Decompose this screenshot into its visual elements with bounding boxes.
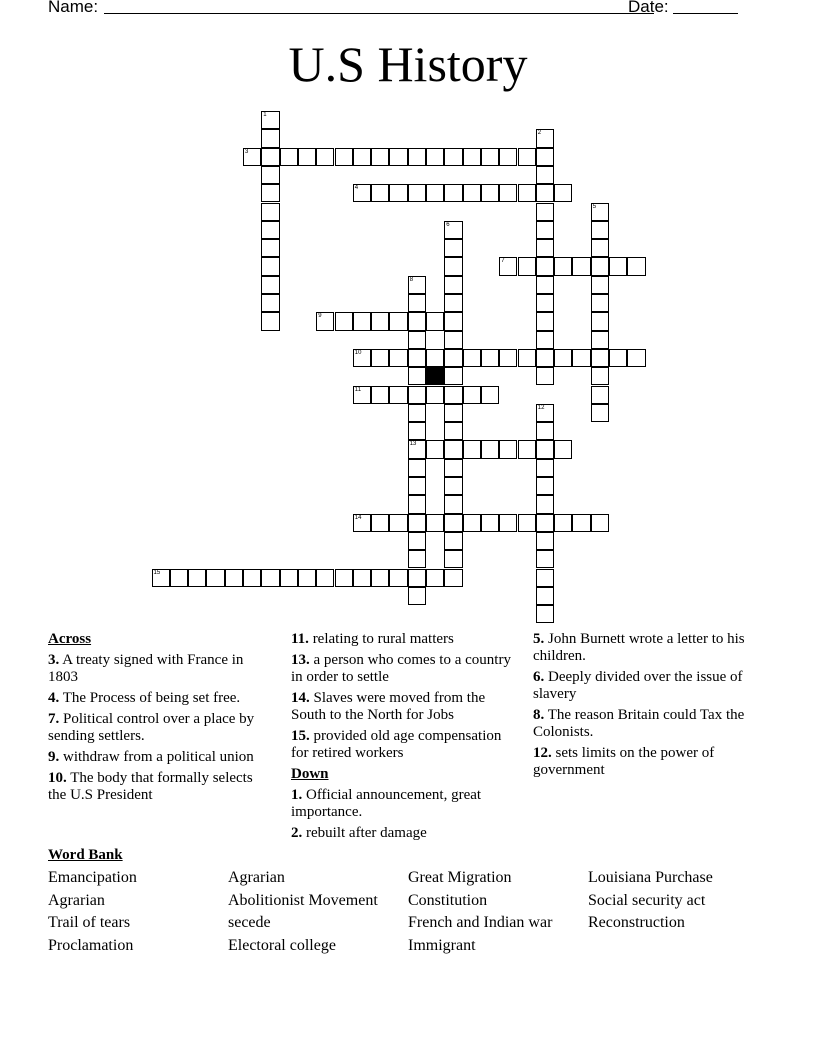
clue-across-7: 7. Political control over a place by sending settlers.: [48, 711, 255, 744]
clue-down-12: 12. sets limits on the power of government: [533, 745, 715, 778]
crossword-cell[interactable]: [536, 349, 554, 367]
crossword-cell[interactable]: [536, 239, 554, 257]
crossword-cell[interactable]: [206, 569, 224, 587]
word-bank: [48, 869, 768, 960]
cell-number: 3: [245, 148, 249, 155]
crossword-cell[interactable]: [408, 514, 426, 532]
crossword-cell[interactable]: [316, 312, 334, 330]
cell-number: 12: [537, 404, 545, 411]
crossword-cell[interactable]: [408, 312, 426, 330]
crossword-cell[interactable]: [536, 257, 554, 275]
crossword-cell[interactable]: [408, 422, 426, 440]
crossword-cell[interactable]: [536, 404, 554, 422]
crossword-cell[interactable]: [591, 349, 609, 367]
crossword-cell[interactable]: [481, 148, 499, 166]
crossword-cell[interactable]: [408, 587, 426, 605]
crossword-cell[interactable]: [536, 184, 554, 202]
crossword-cell[interactable]: [499, 257, 517, 275]
crossword-cell[interactable]: [444, 257, 462, 275]
crossword-cell[interactable]: [499, 514, 517, 532]
crossword-cell[interactable]: [371, 569, 389, 587]
crossword-cell[interactable]: [627, 257, 645, 275]
crossword-cell[interactable]: [536, 422, 554, 440]
crossword-cell[interactable]: [536, 587, 554, 605]
crossword-cell[interactable]: [499, 184, 517, 202]
clue-across-14: 14. Slaves were moved from the South to the North for Jobs: [291, 690, 486, 723]
crossword-cell[interactable]: [536, 532, 554, 550]
crossword-cell[interactable]: [408, 495, 426, 513]
crossword-cell[interactable]: [554, 257, 572, 275]
word-bank-item: Social security act: [588, 891, 706, 909]
crossword-cell[interactable]: [444, 422, 462, 440]
crossword-cell[interactable]: [408, 569, 426, 587]
crossword-cell[interactable]: [591, 221, 609, 239]
crossword-cell[interactable]: [353, 184, 371, 202]
crossword-cell[interactable]: [591, 514, 609, 532]
crossword-cell[interactable]: [536, 276, 554, 294]
crossword-cell[interactable]: [316, 148, 334, 166]
crossword-cell[interactable]: [536, 367, 554, 385]
crossword-cell[interactable]: [536, 550, 554, 568]
crossword-cell[interactable]: [353, 148, 371, 166]
crossword-cell[interactable]: [591, 257, 609, 275]
clue-down-8: 8. The reason Britain could Tax the Colonists.: [533, 707, 745, 740]
cell-number: 14: [354, 514, 362, 521]
crossword-cell[interactable]: [554, 184, 572, 202]
word-bank-heading: Word Bank: [48, 847, 123, 863]
crossword-cell[interactable]: [591, 367, 609, 385]
crossword-cell[interactable]: [408, 550, 426, 568]
cell-number: 2: [537, 130, 542, 137]
crossword-cell[interactable]: [371, 148, 389, 166]
crossword-cell[interactable]: [408, 294, 426, 312]
clue-across-10: 10. The body that formally selects the U.S President: [48, 770, 253, 803]
crossword-cell[interactable]: [536, 440, 554, 458]
crossword-cell[interactable]: [389, 184, 407, 202]
clue-down-5: 5. John Burnett wrote a letter to his children.: [533, 631, 745, 664]
word-bank-item: Reconstruction: [588, 914, 685, 932]
crossword-cell[interactable]: [444, 495, 462, 513]
crossword-cell[interactable]: [261, 294, 279, 312]
crossword-cell[interactable]: [408, 440, 426, 458]
word-bank-item: Constitution: [408, 891, 488, 909]
crossword-cell[interactable]: [518, 184, 536, 202]
crossword-cell[interactable]: [261, 148, 279, 166]
date-label: Date:: [628, 0, 669, 16]
crossword-cell[interactable]: [499, 349, 517, 367]
crossword-cell[interactable]: [298, 569, 316, 587]
crossword-cell[interactable]: [481, 349, 499, 367]
crossword-cell[interactable]: [426, 440, 444, 458]
crossword-cell[interactable]: [591, 404, 609, 422]
cell-number: 15: [153, 569, 161, 576]
crossword-cell[interactable]: [261, 221, 279, 239]
crossword-cell[interactable]: [426, 349, 444, 367]
crossword-cell[interactable]: [591, 203, 609, 221]
crossword-cell[interactable]: [536, 294, 554, 312]
word-bank-item: Great Migration: [408, 869, 512, 886]
crossword-cell[interactable]: [243, 569, 261, 587]
crossword-cell[interactable]: [463, 184, 481, 202]
crossword-cell[interactable]: [353, 386, 371, 404]
crossword-cell[interactable]: [408, 276, 426, 294]
crossword-cell[interactable]: [389, 349, 407, 367]
crossword-cell[interactable]: [536, 514, 554, 532]
crossword-cell[interactable]: [408, 367, 426, 385]
crossword-cell[interactable]: [518, 514, 536, 532]
crossword-cell[interactable]: [408, 148, 426, 166]
crossword-cell[interactable]: [408, 404, 426, 422]
clue-down-2: 2. rebuilt after damage: [291, 825, 427, 841]
crossword-cell[interactable]: [426, 184, 444, 202]
crossword-cell[interactable]: [335, 312, 353, 330]
crossword-cell[interactable]: [444, 276, 462, 294]
crossword-cell[interactable]: [426, 386, 444, 404]
crossword-cell[interactable]: [261, 569, 279, 587]
crossword-cell[interactable]: [444, 569, 462, 587]
crossword-cell[interactable]: [518, 148, 536, 166]
crossword-cell[interactable]: [554, 349, 572, 367]
crossword-cell[interactable]: [536, 495, 554, 513]
crossword-cell[interactable]: [243, 148, 261, 166]
clue-across-13: 13. a person who comes to a country in order to settle: [291, 652, 511, 685]
crossword-cell[interactable]: [499, 440, 517, 458]
crossword-cell[interactable]: [536, 331, 554, 349]
crossword-cell[interactable]: [280, 569, 298, 587]
crossword-cell[interactable]: [609, 257, 627, 275]
across-heading: Across: [48, 631, 92, 647]
word-bank-item: Emancipation: [48, 869, 137, 886]
crossword-cell[interactable]: [426, 514, 444, 532]
crossword-cell[interactable]: [591, 312, 609, 330]
crossword-cell[interactable]: [444, 239, 462, 257]
crossword-cell[interactable]: [536, 312, 554, 330]
crossword-cell[interactable]: [463, 148, 481, 166]
crossword-cell[interactable]: [536, 221, 554, 239]
crossword-cell[interactable]: [609, 349, 627, 367]
crossword-cell[interactable]: [463, 349, 481, 367]
crossword-cell[interactable]: [261, 276, 279, 294]
crossword-cell[interactable]: [353, 569, 371, 587]
crossword-cell[interactable]: [536, 459, 554, 477]
crossword-cell[interactable]: [261, 239, 279, 257]
crossword-cell[interactable]: [261, 184, 279, 202]
cell-number: 6: [446, 221, 450, 228]
crossword-cell[interactable]: [463, 440, 481, 458]
crossword-cell[interactable]: [536, 166, 554, 184]
crossword-cell[interactable]: [591, 294, 609, 312]
crossword-cell[interactable]: [188, 569, 206, 587]
crossword-cell[interactable]: [518, 349, 536, 367]
crossword-cell[interactable]: [627, 349, 645, 367]
word-bank-item: Immigrant: [408, 937, 476, 955]
crossword-cell[interactable]: [371, 184, 389, 202]
word-bank-item: secede: [228, 914, 271, 932]
clue-across-15: 15. provided old age compensation for retired workers: [291, 728, 502, 761]
crossword-cell[interactable]: [536, 477, 554, 495]
clue-across-9: 9. withdraw from a political union: [48, 749, 254, 765]
crossword-cell[interactable]: [536, 129, 554, 147]
word-bank-item: Agrarian: [48, 891, 105, 909]
crossword-cell[interactable]: [444, 312, 462, 330]
crossword-cell[interactable]: [261, 312, 279, 330]
word-bank-item: Agrarian: [228, 869, 285, 886]
cell-number: 13: [409, 441, 417, 448]
crossword-cell[interactable]: [389, 514, 407, 532]
crossword-cell[interactable]: [389, 312, 407, 330]
crossword-cell[interactable]: [591, 276, 609, 294]
crossword-cell[interactable]: [353, 514, 371, 532]
word-bank-item: Abolitionist Movement: [228, 891, 378, 909]
crossword-cell[interactable]: [444, 404, 462, 422]
crossword-cell[interactable]: [335, 148, 353, 166]
crossword-cell[interactable]: [389, 386, 407, 404]
word-bank-item: Louisiana Purchase: [588, 869, 713, 886]
crossword-cell[interactable]: [444, 440, 462, 458]
crossword-cell[interactable]: [408, 184, 426, 202]
crossword-cell[interactable]: [536, 148, 554, 166]
crossword-cell[interactable]: [426, 148, 444, 166]
crossword-cell[interactable]: [280, 148, 298, 166]
cell-number: 11: [354, 386, 362, 393]
crossword-cell[interactable]: [444, 367, 462, 385]
crossword-cell[interactable]: [225, 569, 243, 587]
crossword-cell[interactable]: [298, 148, 316, 166]
crossword-cell[interactable]: [481, 440, 499, 458]
word-bank-item: Electoral college: [228, 937, 336, 955]
crossword-cell[interactable]: [408, 349, 426, 367]
crossword-cell[interactable]: [335, 569, 353, 587]
crossword-cell[interactable]: [591, 386, 609, 404]
crossword-cell[interactable]: [554, 514, 572, 532]
crossword-cell[interactable]: [408, 459, 426, 477]
down-clues-col3: [533, 631, 748, 783]
crossword-cell[interactable]: [389, 148, 407, 166]
cell-number: 8: [409, 276, 414, 283]
crossword-cell[interactable]: [444, 221, 462, 239]
crossword-cell[interactable]: [426, 312, 444, 330]
crossword-cell[interactable]: [481, 386, 499, 404]
crossword-cell[interactable]: [536, 605, 554, 623]
crossword-cell[interactable]: [444, 294, 462, 312]
crossword-cell[interactable]: [444, 386, 462, 404]
crossword-cell[interactable]: [389, 569, 407, 587]
crossword-cell[interactable]: [572, 349, 590, 367]
crossword-cell[interactable]: [591, 239, 609, 257]
crossword-cell[interactable]: [261, 257, 279, 275]
crossword-cell[interactable]: [481, 184, 499, 202]
clue-across-4: 4. The Process of being set free.: [48, 690, 241, 706]
crossword-cell[interactable]: [572, 514, 590, 532]
crossword-cell[interactable]: [371, 514, 389, 532]
crossword-cell[interactable]: [371, 349, 389, 367]
crossword-cell[interactable]: [444, 331, 462, 349]
crossword-cell[interactable]: [261, 166, 279, 184]
crossword-cell[interactable]: [536, 203, 554, 221]
crossword-cell[interactable]: [261, 111, 279, 129]
word-bank-item: Proclamation: [48, 937, 134, 955]
down-heading: Down: [291, 766, 329, 782]
crossword-cell[interactable]: [444, 514, 462, 532]
crossword-cell[interactable]: [499, 148, 517, 166]
crossword-cell[interactable]: [170, 569, 188, 587]
crossword-cell[interactable]: [408, 477, 426, 495]
crossword-cell[interactable]: [353, 312, 371, 330]
cell-number: 9: [318, 313, 322, 320]
crossword-cell[interactable]: [463, 514, 481, 532]
cell-number: 7: [501, 258, 505, 265]
crossword-cell[interactable]: [408, 331, 426, 349]
crossword-cell[interactable]: [554, 440, 572, 458]
cell-number: 4: [354, 185, 359, 192]
crossword-cell[interactable]: [316, 569, 334, 587]
cell-number: 1: [263, 112, 267, 118]
crossword-cell[interactable]: [536, 569, 554, 587]
crossword-cell[interactable]: [444, 550, 462, 568]
crossword-cell[interactable]: [518, 440, 536, 458]
clue-down-6: 6. Deeply divided over the issue of slavery: [533, 669, 743, 702]
crossword-cell[interactable]: [463, 386, 481, 404]
name-label: Name:: [48, 0, 99, 16]
crossword-cell[interactable]: [518, 257, 536, 275]
clue-down-1: 1. Official announcement, great importance.: [291, 787, 482, 820]
crossword-cell[interactable]: [444, 459, 462, 477]
clue-across-3: 3. A treaty signed with France in 1803: [48, 652, 244, 685]
cell-number: 5: [592, 203, 597, 210]
crossword-cell[interactable]: [152, 569, 170, 587]
crossword-cell[interactable]: [444, 184, 462, 202]
crossword-cell[interactable]: [444, 477, 462, 495]
page-title: U.S History: [288, 36, 528, 92]
crossword-cell[interactable]: [408, 532, 426, 550]
crossword-cell[interactable]: [371, 386, 389, 404]
across-clues-col1: [48, 631, 268, 808]
crossword-cell[interactable]: [353, 349, 371, 367]
crossword-cell[interactable]: [261, 203, 279, 221]
clue-across-11: 11. relating to rural matters: [291, 631, 454, 647]
crossword-cell[interactable]: [591, 331, 609, 349]
cell-number: 10: [354, 349, 362, 356]
clues-col2: [291, 631, 521, 846]
shaded-cell: [426, 367, 444, 385]
crossword-cell[interactable]: [408, 386, 426, 404]
crossword-cell[interactable]: [371, 312, 389, 330]
crossword-cell[interactable]: [444, 532, 462, 550]
crossword-cell[interactable]: [572, 257, 590, 275]
crossword-cell[interactable]: [481, 514, 499, 532]
word-bank-item: French and Indian war: [408, 914, 553, 932]
word-bank-item: Trail of tears: [48, 914, 131, 932]
crossword-cell[interactable]: [444, 349, 462, 367]
crossword-cell[interactable]: [426, 569, 444, 587]
crossword-cell[interactable]: [444, 148, 462, 166]
crossword-cell[interactable]: [261, 129, 279, 147]
